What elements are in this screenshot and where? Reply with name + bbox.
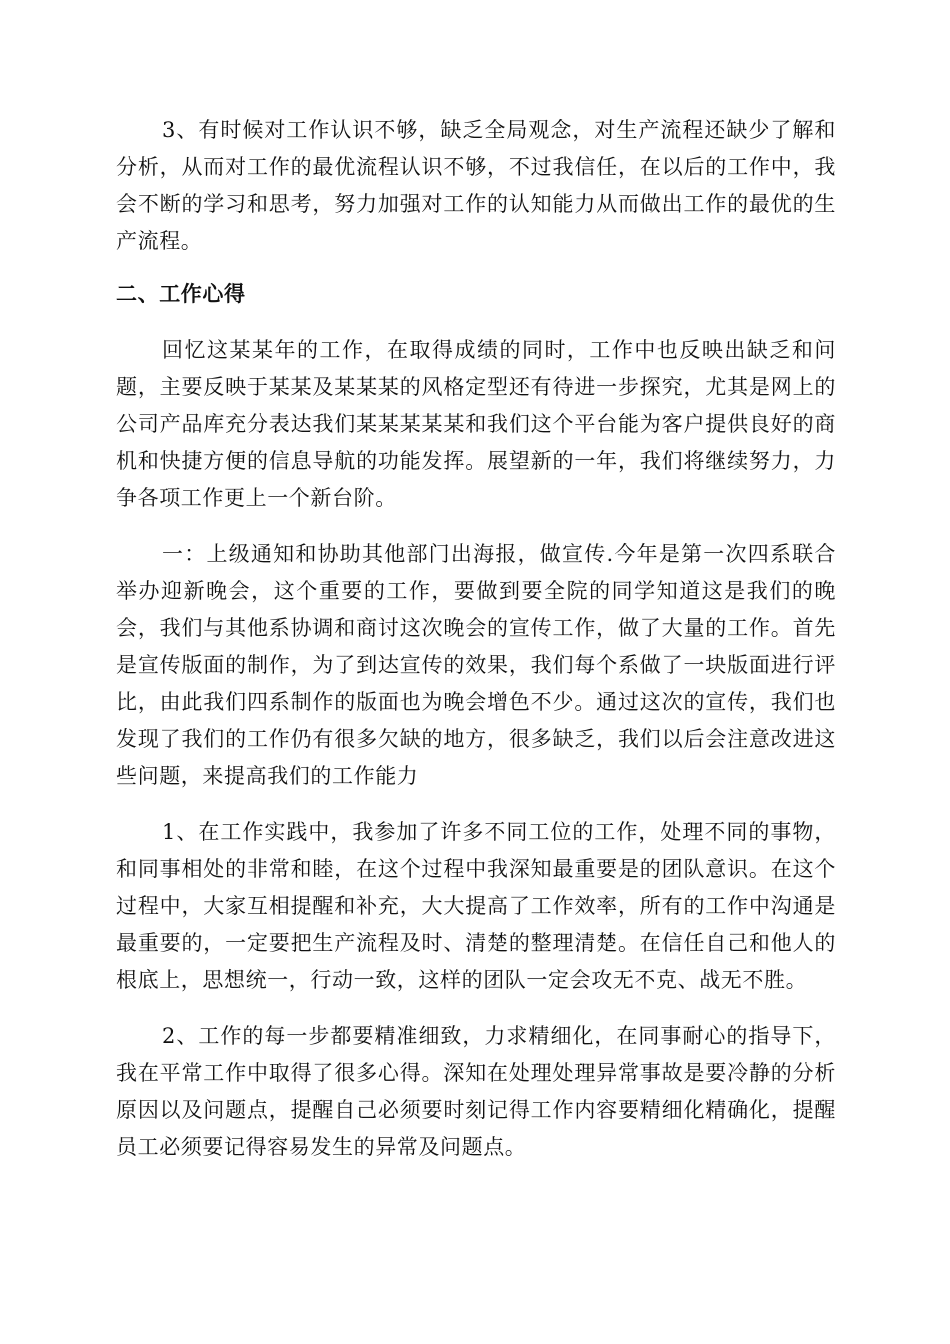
document-body bbox=[116, 112, 836, 1185]
section-heading: 二、工作心得 bbox=[116, 282, 246, 306]
paragraph-point-1: 1、在工作实践中，我参加了许多不同工位的工作，处理不同的事物，和同事相处的非常和睦，在这个过程中我深知最重要是的团队意识。在这个过程中，大家互相提醒和补充，大大提高了工作效率，所有的工作中沟通是最重要的，一定要把生产流程及时、清楚的整理清楚。在信任自己和他人的根底上，思想统一，行动一致，这样的团队一定会攻无不克、战无不胜。 bbox=[116, 820, 836, 992]
paragraph-point-2: 2、工作的每一步都要精准细致，力求精细化，在同事耐心的指导下，我在平常工作中取得了很多心得。深知在处理处理异常事故是要冷静的分析原因以及问题点，提醒自己必须要时刻记得工作内容要精细化精确化，提醒员工必须要记得容易发生的异常及问题点。 bbox=[116, 1024, 836, 1159]
paragraph-poster-work: 一：上级通知和协助其他部门出海报，做宣传.今年是第一次四系联合举办迎新晚会，这个重要的工作，要做到要全院的同学知道这是我们的晚会，我们与其他系协调和商讨这次晚会的宣传工作，做了大量的工作。首先是宣传版面的制作，为了到达宣传的效果，我们每个系做了一块版面进行评比，由此我们四系制作的版面也为晚会增色不少。通过这次的宣传，我们也发现了我们的工作仍有很多欠缺的地方，很多缺乏，我们以后会注意改进这些问题，来提高我们的工作能力 bbox=[116, 542, 836, 788]
paragraph-review: 回忆这某某年的工作，在取得成绩的同时，工作中也反映出缺乏和问题，主要反映于某某及某某某的风格定型还有待进一步探究，尤其是网上的公司产品库充分表达我们某某某某某和我们这个平台能为客户提供良好的商机和快捷方便的信息导航的功能发挥。展望新的一年，我们将继续努力，力争各项工作更上一个新台阶。 bbox=[116, 338, 836, 510]
paragraph-point-3: 3、有时候对工作认识不够，缺乏全局观念，对生产流程还缺少了解和分析，从而对工作的最优流程认识不够，不过我信任，在以后的工作中，我会不断的学习和思考，努力加强对工作的认知能力从而做出工作的最优的生产流程。 bbox=[116, 118, 836, 253]
